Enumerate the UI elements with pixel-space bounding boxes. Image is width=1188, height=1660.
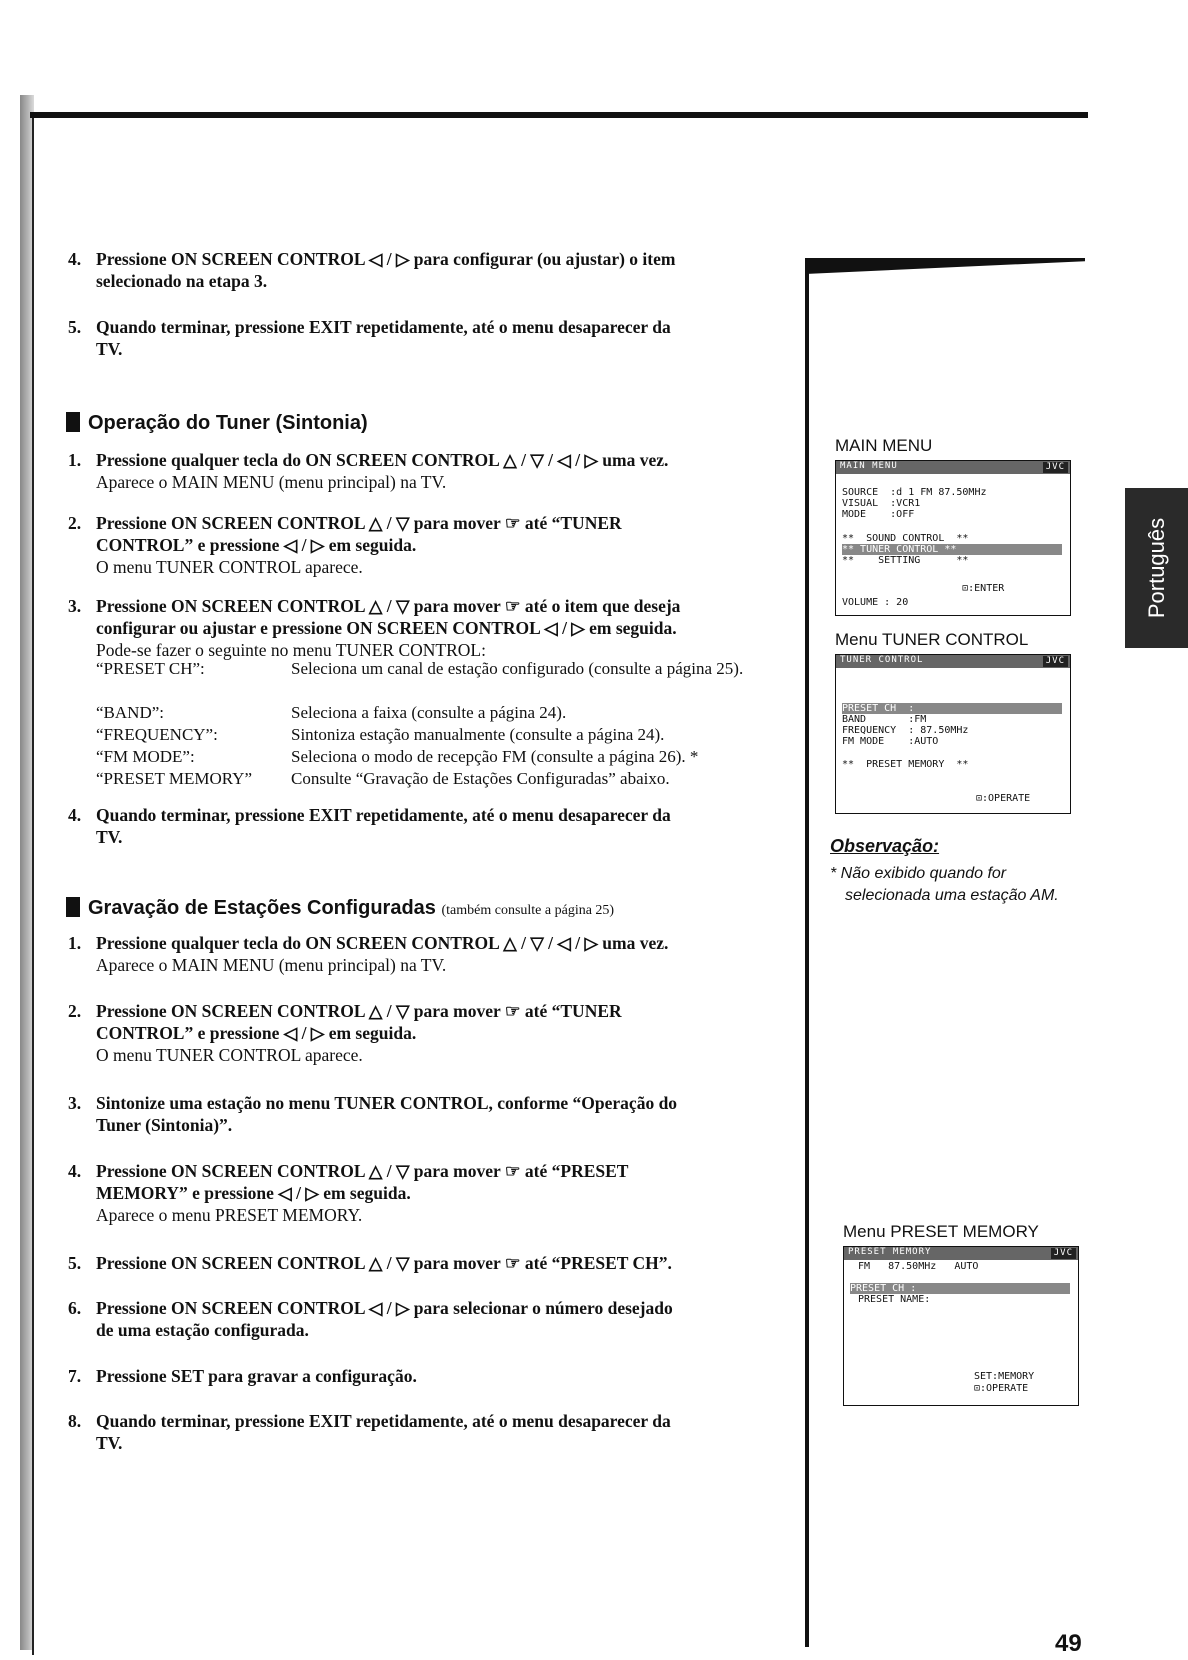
menu-row-operate-hint: ⊡:OPERATE	[976, 793, 1031, 804]
menu-row-setting: ** SETTING **	[842, 555, 969, 566]
step-text-line1: Quando terminar, pressione EXIT repetidamente, até o menu desaparecer da	[96, 1411, 671, 1431]
tuner-step-1	[68, 449, 768, 495]
step-number: 4.	[68, 1161, 82, 1181]
step-number: 3.	[68, 596, 82, 616]
step-text-line1: Quando terminar, pressione EXIT repetidamente, até o menu desaparecer da	[96, 805, 671, 825]
step-number: 8.	[68, 1411, 82, 1431]
def-value: Seleciona a faixa (consulte a página 24).	[291, 703, 567, 722]
step-text-line1: Pressione qualquer tecla do ON SCREEN CONTROL △ / ▽ / ◁ / ▷ uma vez.	[96, 933, 669, 953]
menu-row-mode: MODE :OFF	[842, 509, 915, 520]
menu-row-source: SOURCE :d 1 FM 87.50MHz	[842, 487, 987, 498]
menu-row-operate-hint: ⊡:OPERATE	[974, 1383, 1029, 1394]
step-text-line1: Pressione ON SCREEN CONTROL △ / ▽ para mover ☞ até “PRESET CH”.	[96, 1253, 672, 1273]
screen-title: TUNER CONTROL	[840, 655, 924, 665]
preset-step-1	[68, 932, 768, 978]
heading-marker	[66, 412, 80, 432]
step-text-line3: Pode-se fazer o seguinte no menu TUNER CONTROL:	[96, 640, 486, 660]
def-value: Sintoniza estação manualmente (consulte a página 24).	[291, 725, 665, 744]
side-column-rule	[805, 262, 809, 1647]
left-rule	[32, 115, 34, 1655]
def-value: Seleciona um canal de estação configurado (consulte a página 25).	[291, 659, 744, 678]
step-text-line3: O menu TUNER CONTROL aparece.	[96, 1045, 363, 1065]
screen-title: MAIN MENU	[840, 461, 898, 471]
step-4-top	[68, 248, 768, 298]
preset-step-6	[68, 1297, 768, 1343]
step-text-line1: Pressione ON SCREEN CONTROL ◁ / ▷ para configurar (ou ajustar) o item	[96, 249, 676, 269]
step-text-line3: Aparece o menu PRESET MEMORY.	[96, 1205, 363, 1225]
step-number: 3.	[68, 1093, 82, 1113]
menu-row-preset-ch: PRESET CH :	[850, 1283, 1070, 1294]
step-5-top	[68, 316, 768, 366]
menu-row-station: FM 87.50MHz AUTO	[858, 1261, 979, 1272]
main-menu-screen	[835, 460, 1071, 616]
screen-header	[844, 1247, 1078, 1260]
step-number: 5.	[68, 1253, 82, 1273]
step-text-line1: Pressione ON SCREEN CONTROL △ / ▽ para mover ☞ até “TUNER	[96, 513, 622, 533]
step-text-line2: MEMORY” e pressione ◁ / ▷ em seguida.	[96, 1183, 411, 1203]
screen-header	[836, 655, 1070, 668]
section-heading-preset	[66, 897, 614, 920]
step-text-line1: Pressione SET para gravar a configuração.	[96, 1366, 417, 1386]
menu-row-visual: VISUAL :VCR1	[842, 498, 921, 509]
side-column-header-bar	[805, 258, 1085, 274]
step-number: 4.	[68, 249, 82, 269]
step-text-line1: Pressione qualquer tecla do ON SCREEN CONTROL △ / ▽ / ◁ / ▷ uma vez.	[96, 450, 669, 470]
step-text-line2: TV.	[96, 1433, 123, 1453]
step-text-line2: configurar ou ajustar e pressione ON SCREEN CONTROL ◁ / ▷ em seguida.	[96, 618, 677, 638]
tuner-menu-label: Menu TUNER CONTROL	[835, 630, 1029, 649]
step-number: 2.	[68, 1001, 82, 1021]
brand-logo: JVC	[1043, 462, 1068, 473]
menu-row-frequency: FREQUENCY : 87.50MHz	[842, 725, 969, 736]
step-text-line2: CONTROL” e pressione ◁ / ▷ em seguida.	[96, 1023, 417, 1043]
observation-line2: selecionada uma estação AM.	[845, 887, 1059, 904]
def-key: “PRESET MEMORY”	[96, 769, 253, 788]
page-number: 49	[1055, 1630, 1082, 1657]
preset-step-7	[68, 1365, 768, 1389]
brand-logo: JVC	[1043, 656, 1068, 667]
preset-menu-label: Menu PRESET MEMORY	[843, 1222, 1039, 1241]
section-note: (também consulte a página 25)	[441, 903, 615, 918]
main-menu-label: MAIN MENU	[835, 436, 933, 455]
tuner-menu-screen	[835, 654, 1071, 814]
screen-header	[836, 461, 1070, 474]
step-number: 5.	[68, 317, 82, 337]
def-key: “PRESET CH”:	[96, 659, 205, 678]
heading-marker	[66, 897, 80, 917]
step-text-line1: Pressione ON SCREEN CONTROL △ / ▽ para mover ☞ até “PRESET	[96, 1161, 629, 1181]
preset-step-8	[68, 1410, 768, 1456]
def-key: “FREQUENCY”:	[96, 725, 218, 744]
step-number: 1.	[68, 933, 82, 953]
preset-menu-screen	[843, 1246, 1079, 1406]
step-text-line2: Aparece o MAIN MENU (menu principal) na TV.	[96, 472, 447, 492]
step-text-line1: Quando terminar, pressione EXIT repetidamente, até o menu desaparecer da	[96, 317, 671, 337]
step-text-line2: Tuner (Sintonia)”.	[96, 1115, 233, 1135]
language-tab-label: Português	[1143, 517, 1169, 619]
step-text-line2: TV.	[96, 339, 123, 359]
step-text-line1: Pressione ON SCREEN CONTROL △ / ▽ para mover ☞ até “TUNER	[96, 1001, 622, 1021]
tuner-definitions	[96, 658, 776, 788]
tuner-step-3	[68, 595, 768, 665]
preset-step-2	[68, 1000, 768, 1068]
section-title: Operação do Tuner (Sintonia)	[88, 412, 368, 434]
section-title: Gravação de Estações Configuradas	[88, 897, 436, 919]
brand-logo: JVC	[1051, 1248, 1076, 1259]
menu-row-volume: VOLUME : 20	[842, 597, 909, 608]
preset-step-3	[68, 1092, 768, 1138]
menu-row-fm-mode: FM MODE :AUTO	[842, 736, 939, 747]
menu-row-band: BAND :FM	[842, 714, 927, 725]
step-number: 1.	[68, 450, 82, 470]
observation-title: Observação:	[830, 836, 940, 856]
menu-row-preset-name: PRESET NAME:	[858, 1294, 931, 1305]
top-rule	[30, 112, 1088, 118]
section-heading-tuner	[66, 412, 368, 435]
screen-title: PRESET MEMORY	[848, 1247, 932, 1257]
step-number: 2.	[68, 513, 82, 533]
def-key: “FM MODE”:	[96, 747, 195, 766]
step-number: 7.	[68, 1366, 82, 1386]
def-value: Seleciona o modo de recepção FM (consulte a página 26). *	[291, 747, 699, 766]
menu-row-tuner-control: ** TUNER CONTROL **	[842, 544, 1062, 555]
step-text-line1: Sintonize uma estação no menu TUNER CONTROL, conforme “Operação do	[96, 1093, 678, 1113]
menu-row-sound-control: ** SOUND CONTROL **	[842, 533, 969, 544]
def-value: Consulte “Gravação de Estações Configuradas” abaixo.	[291, 769, 670, 788]
step-text-line2: CONTROL” e pressione ◁ / ▷ em seguida.	[96, 535, 417, 555]
step-text-line1: Pressione ON SCREEN CONTROL △ / ▽ para mover ☞ até o item que deseja	[96, 596, 681, 616]
step-text-line2: TV.	[96, 827, 123, 847]
step-text-line2: de uma estação configurada.	[96, 1320, 309, 1340]
menu-row-preset-ch: PRESET CH :	[842, 703, 1062, 714]
tuner-step-2	[68, 512, 768, 580]
step-number: 6.	[68, 1298, 82, 1318]
menu-row-memory-hint: SET:MEMORY	[974, 1371, 1035, 1382]
tuner-step-4	[68, 804, 768, 850]
preset-step-4	[68, 1160, 768, 1228]
menu-row-preset-memory: ** PRESET MEMORY **	[842, 759, 969, 770]
step-text-line3: O menu TUNER CONTROL aparece.	[96, 557, 363, 577]
step-number: 4.	[68, 805, 82, 825]
step-text-line2: selecionado na etapa 3.	[96, 271, 268, 291]
menu-row-enter-hint: ⊡:ENTER	[926, 583, 1005, 594]
language-tab	[1125, 488, 1188, 648]
step-text-line1: Pressione ON SCREEN CONTROL ◁ / ▷ para selecionar o número desejado	[96, 1298, 673, 1318]
observation-line1: * Não exibido quando for	[830, 865, 1007, 882]
preset-step-5	[68, 1252, 788, 1276]
def-key: “BAND”:	[96, 703, 164, 722]
step-text-line2: Aparece o MAIN MENU (menu principal) na TV.	[96, 955, 447, 975]
